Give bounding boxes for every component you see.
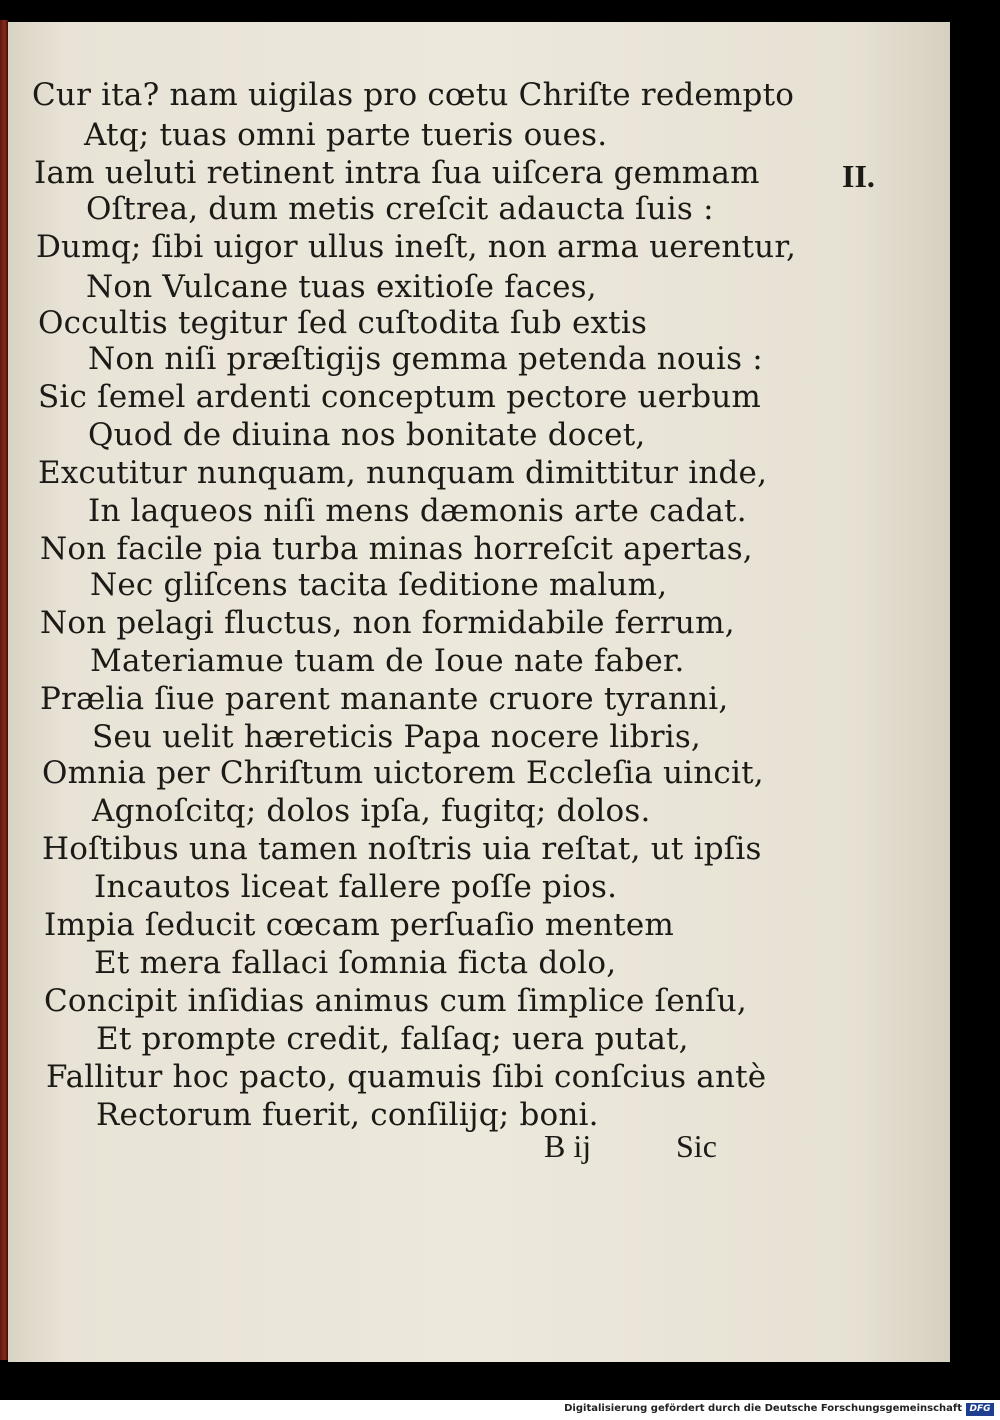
book-edge	[0, 20, 8, 1360]
verse-line: Cur ita? nam uigilas pro cœtu Chriſte redempto	[32, 77, 795, 113]
verse-line: Non Vulcane tuas exitioſe faces,	[86, 269, 597, 305]
catchword: Sic	[676, 1128, 717, 1164]
verse-line: Seu uelit hæreticis Papa nocere libris,	[92, 719, 701, 755]
verse-line: Oſtrea, dum metis creſcit adaucta ſuis :	[86, 191, 714, 227]
verse-line: Rectorum fuerit, conſilijq; boni.	[96, 1097, 599, 1133]
paper-page	[8, 22, 950, 1362]
verse-line: Et prompte credit, falſaq; uera putat,	[96, 1021, 689, 1057]
verse-line: Atq; tuas omni parte tueris oues.	[84, 117, 608, 153]
verse-line: Quod de diuina nos bonitate docet,	[88, 417, 646, 453]
verse-line: Non pelagi fluctus, non formidabile ferrum,	[40, 605, 735, 641]
verse-line: Non niſi præſtigijs gemma petenda nouis :	[88, 341, 763, 377]
verse-line: Agnoſcitq; dolos ipſa, fugitq; dolos.	[92, 793, 651, 829]
verse-line: Hoſtibus una tamen noſtris uia reſtat, ut ipſis	[42, 831, 762, 867]
verse-line: Materiamue tuam de Ioue nate faber.	[90, 643, 685, 679]
verse-line: In laqueos niſi mens dæmonis arte cadat.	[88, 493, 747, 529]
verse-line: Occultis tegitur ſed cuſtodita ſub extis	[38, 305, 648, 341]
verse-line: Et mera fallaci ſomnia ficta dolo,	[94, 945, 617, 981]
verse-line: Concipit inſidias animus cum ſimplice ſenſu,	[44, 983, 747, 1019]
verse-line: Incautos liceat fallere poſſe pios.	[94, 869, 618, 905]
page-number: II.	[842, 158, 875, 194]
verse-line: Omnia per Chriſtum uictorem Eccleſia uincit,	[42, 755, 764, 791]
verse-line: Impia ſeducit cœcam perſuaſio mentem	[44, 907, 675, 943]
verse-line: Fallitur hoc pacto, quamuis ſibi conſcius antè	[46, 1059, 767, 1095]
verse-text	[8, 22, 950, 1362]
verse-line: Iam ueluti retinent intra ſua uiſcera gemmam	[34, 155, 760, 191]
footer-credit: Digitalisierung gefördert durch die Deutsche Forschungsgemeinschaft	[564, 1403, 962, 1414]
dfg-logo-icon: DFG	[966, 1403, 994, 1416]
verse-line: Prælia ſiue parent manante cruore tyranni,	[40, 681, 729, 717]
verse-line: Excutitur nunquam, nunquam dimittitur inde,	[38, 455, 768, 491]
verse-line: Dumq; ſibi uigor ullus ineſt, non arma uerentur,	[36, 229, 797, 265]
verse-line: Sic ſemel ardenti conceptum pectore uerbum	[38, 379, 762, 415]
verse-line: Non facile pia turba minas horreſcit apertas,	[40, 531, 753, 567]
footer-bar	[0, 1400, 1000, 1420]
verse-line: Nec gliſcens tacita ſeditione malum,	[90, 567, 668, 603]
signature-mark: B ij	[544, 1128, 592, 1164]
